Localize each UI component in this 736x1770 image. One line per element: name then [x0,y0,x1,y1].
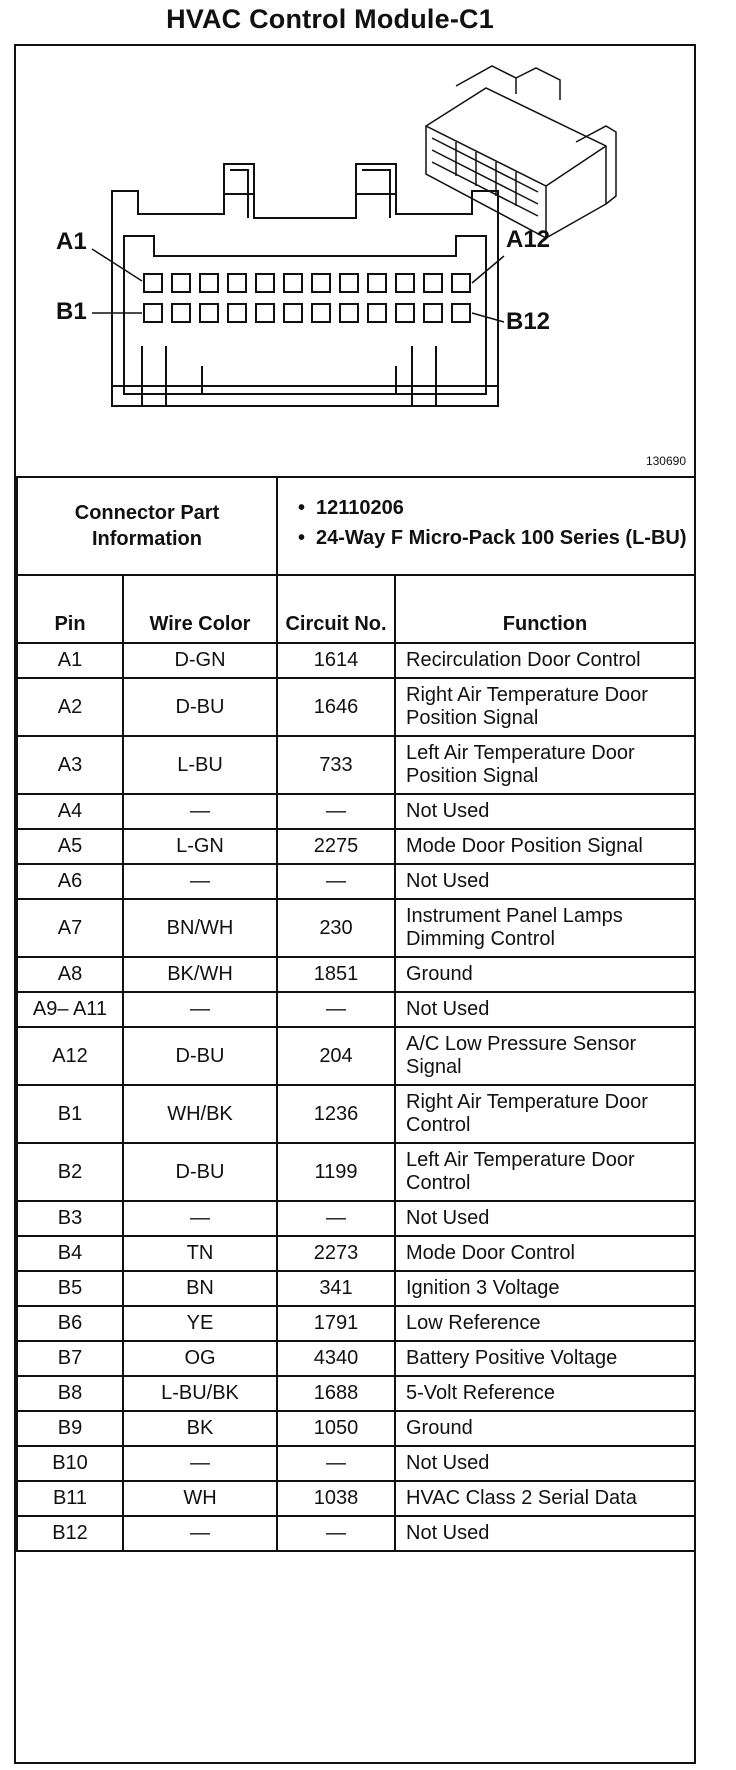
circuit-cell: — [277,1516,395,1551]
pin-table-header [17,575,695,643]
function-cell: Not Used [395,864,695,899]
page-title: HVAC Control Module-C1 [166,4,494,34]
table-row [17,899,695,957]
pin-cell: B9 [17,1411,123,1446]
pin-cell: A7 [17,899,123,957]
table-row [17,1085,695,1143]
function-cell: A/C Low Pressure Sensor Signal [395,1027,695,1085]
function-cell: Not Used [395,992,695,1027]
function-cell: Right Air Temperature Door Position Signal [395,678,695,736]
table-row [17,1027,695,1085]
function-cell: Left Air Temperature Door Position Signal [395,736,695,794]
wire-color-cell: — [123,1516,277,1551]
table-row [17,794,695,829]
wire-color-cell: TN [123,1236,277,1271]
pin-cell: B4 [17,1236,123,1271]
pin-cell: A6 [17,864,123,899]
table-row [17,1411,695,1446]
pin-cell: A8 [17,957,123,992]
connector-type: • 24-Way F Micro-Pack 100 Series (L-BU) [298,527,687,549]
wire-color-cell: — [123,1446,277,1481]
wire-color-cell: OG [123,1341,277,1376]
circuit-cell: 1236 [277,1085,395,1143]
connector-part-info-table [16,476,696,576]
circuit-cell: 1199 [277,1143,395,1201]
pin-cell: B12 [17,1516,123,1551]
function-cell: Mode Door Position Signal [395,829,695,864]
figure-number: 130690 [645,454,686,468]
pin-label-a1: A1 [56,228,87,255]
pin-table-body [17,643,695,1551]
circuit-cell: 1614 [277,643,395,678]
pin-cell: B6 [17,1306,123,1341]
pin-cell: A12 [17,1027,123,1085]
circuit-cell: — [277,794,395,829]
function-cell: Ignition 3 Voltage [395,1271,695,1306]
pin-label-b1: B1 [56,298,87,325]
wire-color-cell: BN [123,1271,277,1306]
circuit-cell: 204 [277,1027,395,1085]
part-number-text: 12110206 [316,497,404,519]
function-cell: 5-Volt Reference [395,1376,695,1411]
function-cell: Ground [395,1411,695,1446]
pin-cell: B2 [17,1143,123,1201]
circuit-cell: — [277,1446,395,1481]
wire-color-cell: BK/WH [123,957,277,992]
wire-color-cell: L-BU [123,736,277,794]
circuit-cell: 2275 [277,829,395,864]
table-row [17,1481,695,1516]
function-cell: Not Used [395,1201,695,1236]
pin-label-b12: B12 [506,308,551,335]
connector-diagram [16,46,694,478]
wire-color-cell: L-BU/BK [123,1376,277,1411]
circuit-cell: 1646 [277,678,395,736]
wire-color-cell: WH/BK [123,1085,277,1143]
table-row [17,678,695,736]
pin-cell: A1 [17,643,123,678]
table-row [17,1341,695,1376]
pin-cell: A3 [17,736,123,794]
wire-color-cell: D-GN [123,643,277,678]
circuit-cell: — [277,1201,395,1236]
pin-cell: B10 [17,1446,123,1481]
function-cell: Recirculation Door Control [395,643,695,678]
wire-color-cell: BK [123,1411,277,1446]
circuit-cell: — [277,992,395,1027]
pin-cell: B11 [17,1481,123,1516]
table-row [17,1306,695,1341]
connector-part-info-label: Connector Part Information [17,477,277,575]
table-row [17,1143,695,1201]
circuit-cell: — [277,864,395,899]
circuit-cell: 1791 [277,1306,395,1341]
circuit-cell: 230 [277,899,395,957]
circuit-cell: 4340 [277,1341,395,1376]
wire-color-cell: D-BU [123,678,277,736]
header-circuit-no: Circuit No. [277,575,395,643]
header-wire-color: Wire Color [123,575,277,643]
pin-table [16,574,696,1552]
wire-color-cell: D-BU [123,1143,277,1201]
pin-cell: A4 [17,794,123,829]
wire-color-cell: — [123,794,277,829]
table-row [17,957,695,992]
pin-cell: A5 [17,829,123,864]
table-row [17,1201,695,1236]
table-row [17,1446,695,1481]
wire-color-cell: — [123,992,277,1027]
function-cell: Instrument Panel Lamps Dimming Control [395,899,695,957]
wire-color-cell: BN/WH [123,899,277,957]
function-cell: Not Used [395,794,695,829]
function-cell: Battery Positive Voltage [395,1341,695,1376]
function-cell: Not Used [395,1446,695,1481]
table-row [17,992,695,1027]
circuit-cell: 1688 [277,1376,395,1411]
function-cell: Left Air Temperature Door Control [395,1143,695,1201]
function-cell: Ground [395,957,695,992]
function-cell: Low Reference [395,1306,695,1341]
pin-cell: B3 [17,1201,123,1236]
function-cell: HVAC Class 2 Serial Data [395,1481,695,1516]
connector-frame [14,44,696,1764]
circuit-cell: 1050 [277,1411,395,1446]
circuit-cell: 733 [277,736,395,794]
connector-type-text: 24-Way F Micro-Pack 100 Series (L-BU) [316,527,687,549]
pin-label-a12: A12 [506,226,551,253]
wire-color-cell: L-GN [123,829,277,864]
wire-color-cell: — [123,1201,277,1236]
table-row [17,1236,695,1271]
table-row [17,1271,695,1306]
header-pin: Pin [17,575,123,643]
circuit-cell: 2273 [277,1236,395,1271]
pin-cell: B7 [17,1341,123,1376]
circuit-cell: 1851 [277,957,395,992]
circuit-cell: 1038 [277,1481,395,1516]
table-row [17,864,695,899]
table-row [17,736,695,794]
table-row [17,829,695,864]
pin-cell: B5 [17,1271,123,1306]
pin-cell: B1 [17,1085,123,1143]
wire-color-cell: WH [123,1481,277,1516]
header-function: Function [395,575,695,643]
wire-color-cell: — [123,864,277,899]
circuit-cell: 341 [277,1271,395,1306]
pin-cell: B8 [17,1376,123,1411]
table-row [17,643,695,678]
function-cell: Right Air Temperature Door Control [395,1085,695,1143]
table-row [17,1376,695,1411]
pin-cell: A9– A11 [17,992,123,1027]
pin-cell: A2 [17,678,123,736]
function-cell: Mode Door Control [395,1236,695,1271]
function-cell: Not Used [395,1516,695,1551]
connector-part-info-values [277,477,695,575]
connector-face-drawing [16,46,694,476]
wire-color-cell: D-BU [123,1027,277,1085]
wire-color-cell: YE [123,1306,277,1341]
part-number: • 12110206 [298,497,404,519]
table-row [17,1516,695,1551]
